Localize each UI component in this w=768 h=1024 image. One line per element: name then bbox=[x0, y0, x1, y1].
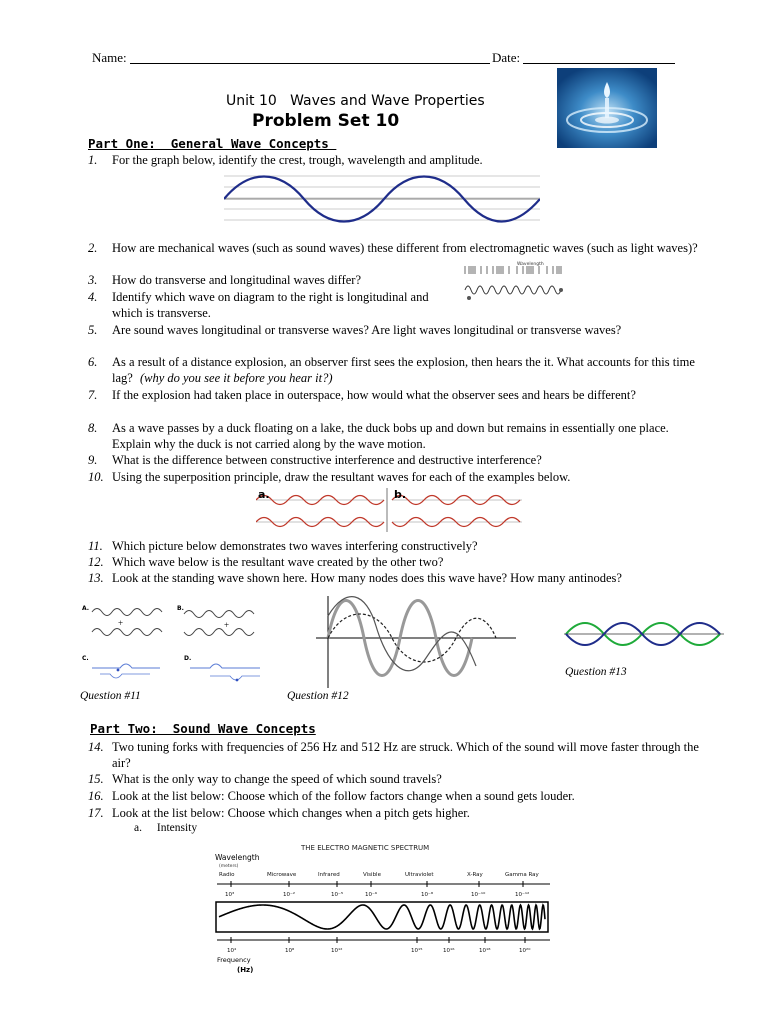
q11-label-c: C. bbox=[82, 655, 89, 662]
frequency-tick: 10¹⁶ bbox=[443, 948, 455, 954]
band-microwave: Microwave bbox=[267, 872, 297, 878]
question-number: 8. bbox=[88, 421, 98, 435]
band-xray: X-Ray bbox=[467, 872, 483, 878]
question-number: 6. bbox=[88, 355, 98, 369]
part-one-heading: Part One: General Wave Concepts bbox=[88, 136, 337, 151]
band-gamma-ray: Gamma Ray bbox=[505, 872, 539, 878]
question-number: 16. bbox=[88, 789, 104, 803]
question-number: 2. bbox=[88, 241, 98, 255]
question-number: 9. bbox=[88, 453, 98, 467]
part-two-heading: Part Two: Sound Wave Concepts bbox=[90, 721, 316, 736]
date-line[interactable] bbox=[523, 63, 675, 64]
question-text: What is the difference between constructive interference and destructive interference? bbox=[112, 453, 542, 467]
question-text: As a wave passes by a duck floating on a lake, the duck bobs up and down but remains in essentially one place. Explain why the duck is not carried along by the wave motion. bbox=[112, 421, 669, 451]
question-number: 5. bbox=[88, 323, 98, 337]
wavelength-tick: 10⁻⁵ bbox=[331, 892, 344, 898]
superposition-diagrams bbox=[256, 488, 522, 532]
question-text: Which picture below demonstrates two waves interfering constructively? bbox=[112, 539, 478, 553]
question-number: 13. bbox=[88, 571, 104, 585]
question-text: As a result of a distance explosion, an observer first sees the explosion, then hears the it. What accounts for this time lag? bbox=[112, 355, 695, 385]
question-hint: (why do you see it before you hear it?) bbox=[139, 371, 333, 385]
question-13-standing-wave bbox=[564, 618, 724, 650]
question-text: Using the superposition principle, draw the resultant waves for each of the examples below. bbox=[112, 470, 571, 484]
frequency-tick: 10²⁰ bbox=[519, 948, 531, 954]
question-number: 15. bbox=[88, 772, 104, 786]
frequency-tick: 10¹⁸ bbox=[479, 948, 491, 954]
band-infrared: Infrared bbox=[318, 872, 340, 878]
name-line[interactable] bbox=[130, 63, 490, 64]
list-letter: a. bbox=[134, 822, 142, 834]
question-11-diagram bbox=[80, 602, 270, 686]
question-text: Look at the standing wave shown here. How many nodes does this wave have? How many antinodes? bbox=[112, 571, 622, 585]
caption-question-11: Question #11 bbox=[80, 690, 141, 702]
question-text: Identify which wave on diagram to the right is longitudinal and which is transverse. bbox=[112, 290, 429, 320]
name-label: Name: bbox=[92, 50, 127, 65]
question-text: If the explosion had taken place in outerspace, how would what the observer sees and hears be different? bbox=[112, 388, 636, 402]
question-text: Look at the list below: Choose which of the follow factors change when a sound gets louder. bbox=[112, 789, 575, 803]
band-visible: Visible bbox=[363, 872, 381, 878]
longitudinal-transverse-diagram bbox=[461, 260, 569, 304]
label-b: b. bbox=[394, 488, 407, 501]
wavelength-tick: 10⁻¹² bbox=[515, 892, 530, 898]
wavelength-tick: 10⁻⁶ bbox=[365, 892, 378, 898]
wavelength-tick: 10³ bbox=[225, 892, 235, 898]
date-label: Date: bbox=[492, 50, 521, 65]
wavelength-tick: 10⁻⁸ bbox=[421, 892, 434, 898]
caption-question-13: Question #13 bbox=[565, 666, 627, 678]
list-text: Intensity bbox=[156, 822, 198, 834]
question-text: What is the only way to change the speed of which sound travels? bbox=[112, 772, 442, 786]
set-title: Problem Set 10 bbox=[252, 111, 400, 131]
question-text: For the graph below, identify the crest, trough, wavelength and amplitude. bbox=[112, 153, 483, 167]
question-number: 11. bbox=[88, 539, 103, 553]
band-ultraviolet: Ultraviolet bbox=[405, 872, 434, 878]
frequency-tick: 10¹² bbox=[331, 948, 343, 954]
question-number: 1. bbox=[88, 153, 98, 167]
question-number: 3. bbox=[88, 273, 98, 287]
q11-plus-b: + bbox=[224, 620, 230, 630]
water-drop-image bbox=[557, 68, 657, 148]
question-number: 12. bbox=[88, 555, 104, 569]
question-number: 4. bbox=[88, 290, 98, 304]
q11-plus-a: + bbox=[118, 618, 124, 628]
frequency-axis-label: Frequency bbox=[217, 956, 251, 964]
question-text: Are sound waves longitudinal or transverse waves? Are light waves longitudinal or transverse waves? bbox=[112, 323, 622, 337]
band-radio: Radio bbox=[219, 872, 235, 878]
label-a: a. bbox=[258, 488, 270, 501]
q11-label-a: A. bbox=[82, 605, 90, 612]
question-number: 17. bbox=[88, 806, 104, 820]
unit-title: Unit 10 Waves and Wave Properties bbox=[226, 93, 485, 109]
question-text: How are mechanical waves (such as sound waves) these different from electromagnetic waves (such as light waves)? bbox=[112, 241, 698, 255]
question-number: 10. bbox=[88, 470, 104, 484]
frequency-tick: 10⁸ bbox=[285, 948, 295, 954]
sine-wave-graph bbox=[224, 172, 540, 232]
wavelength-label: Wavelength bbox=[517, 262, 544, 267]
question-text: Look at the list below: Choose which changes when a pitch gets higher. bbox=[112, 806, 470, 820]
list-item-a bbox=[134, 822, 197, 834]
spectrum-title: THE ELECTRO MAGNETIC SPECTRUM bbox=[301, 844, 430, 852]
frequency-tick: 10⁴ bbox=[227, 948, 237, 954]
caption-question-12: Question #12 bbox=[287, 690, 349, 702]
wavelength-tick: 10⁻¹⁰ bbox=[471, 892, 486, 898]
electromagnetic-spectrum-diagram bbox=[205, 838, 565, 978]
wavelength-unit: (meters) bbox=[219, 864, 239, 869]
frequency-tick: 10¹⁵ bbox=[411, 948, 423, 954]
q11-label-b: B. bbox=[177, 605, 184, 612]
wavelength-axis-label: Wavelength bbox=[215, 853, 260, 862]
question-text: Two tuning forks with frequencies of 256 Hz and 512 Hz are struck. Which of the sound will move faster through the air? bbox=[112, 740, 699, 770]
question-12-diagram bbox=[316, 596, 516, 688]
question-number: 14. bbox=[88, 740, 104, 754]
q11-label-d: D. bbox=[184, 655, 192, 662]
frequency-unit: (Hz) bbox=[237, 966, 254, 974]
question-text: Which wave below is the resultant wave created by the other two? bbox=[112, 555, 444, 569]
question-number: 7. bbox=[88, 388, 98, 402]
question-text: How do transverse and longitudinal waves differ? bbox=[112, 273, 362, 287]
wavelength-tick: 10⁻² bbox=[283, 892, 296, 898]
